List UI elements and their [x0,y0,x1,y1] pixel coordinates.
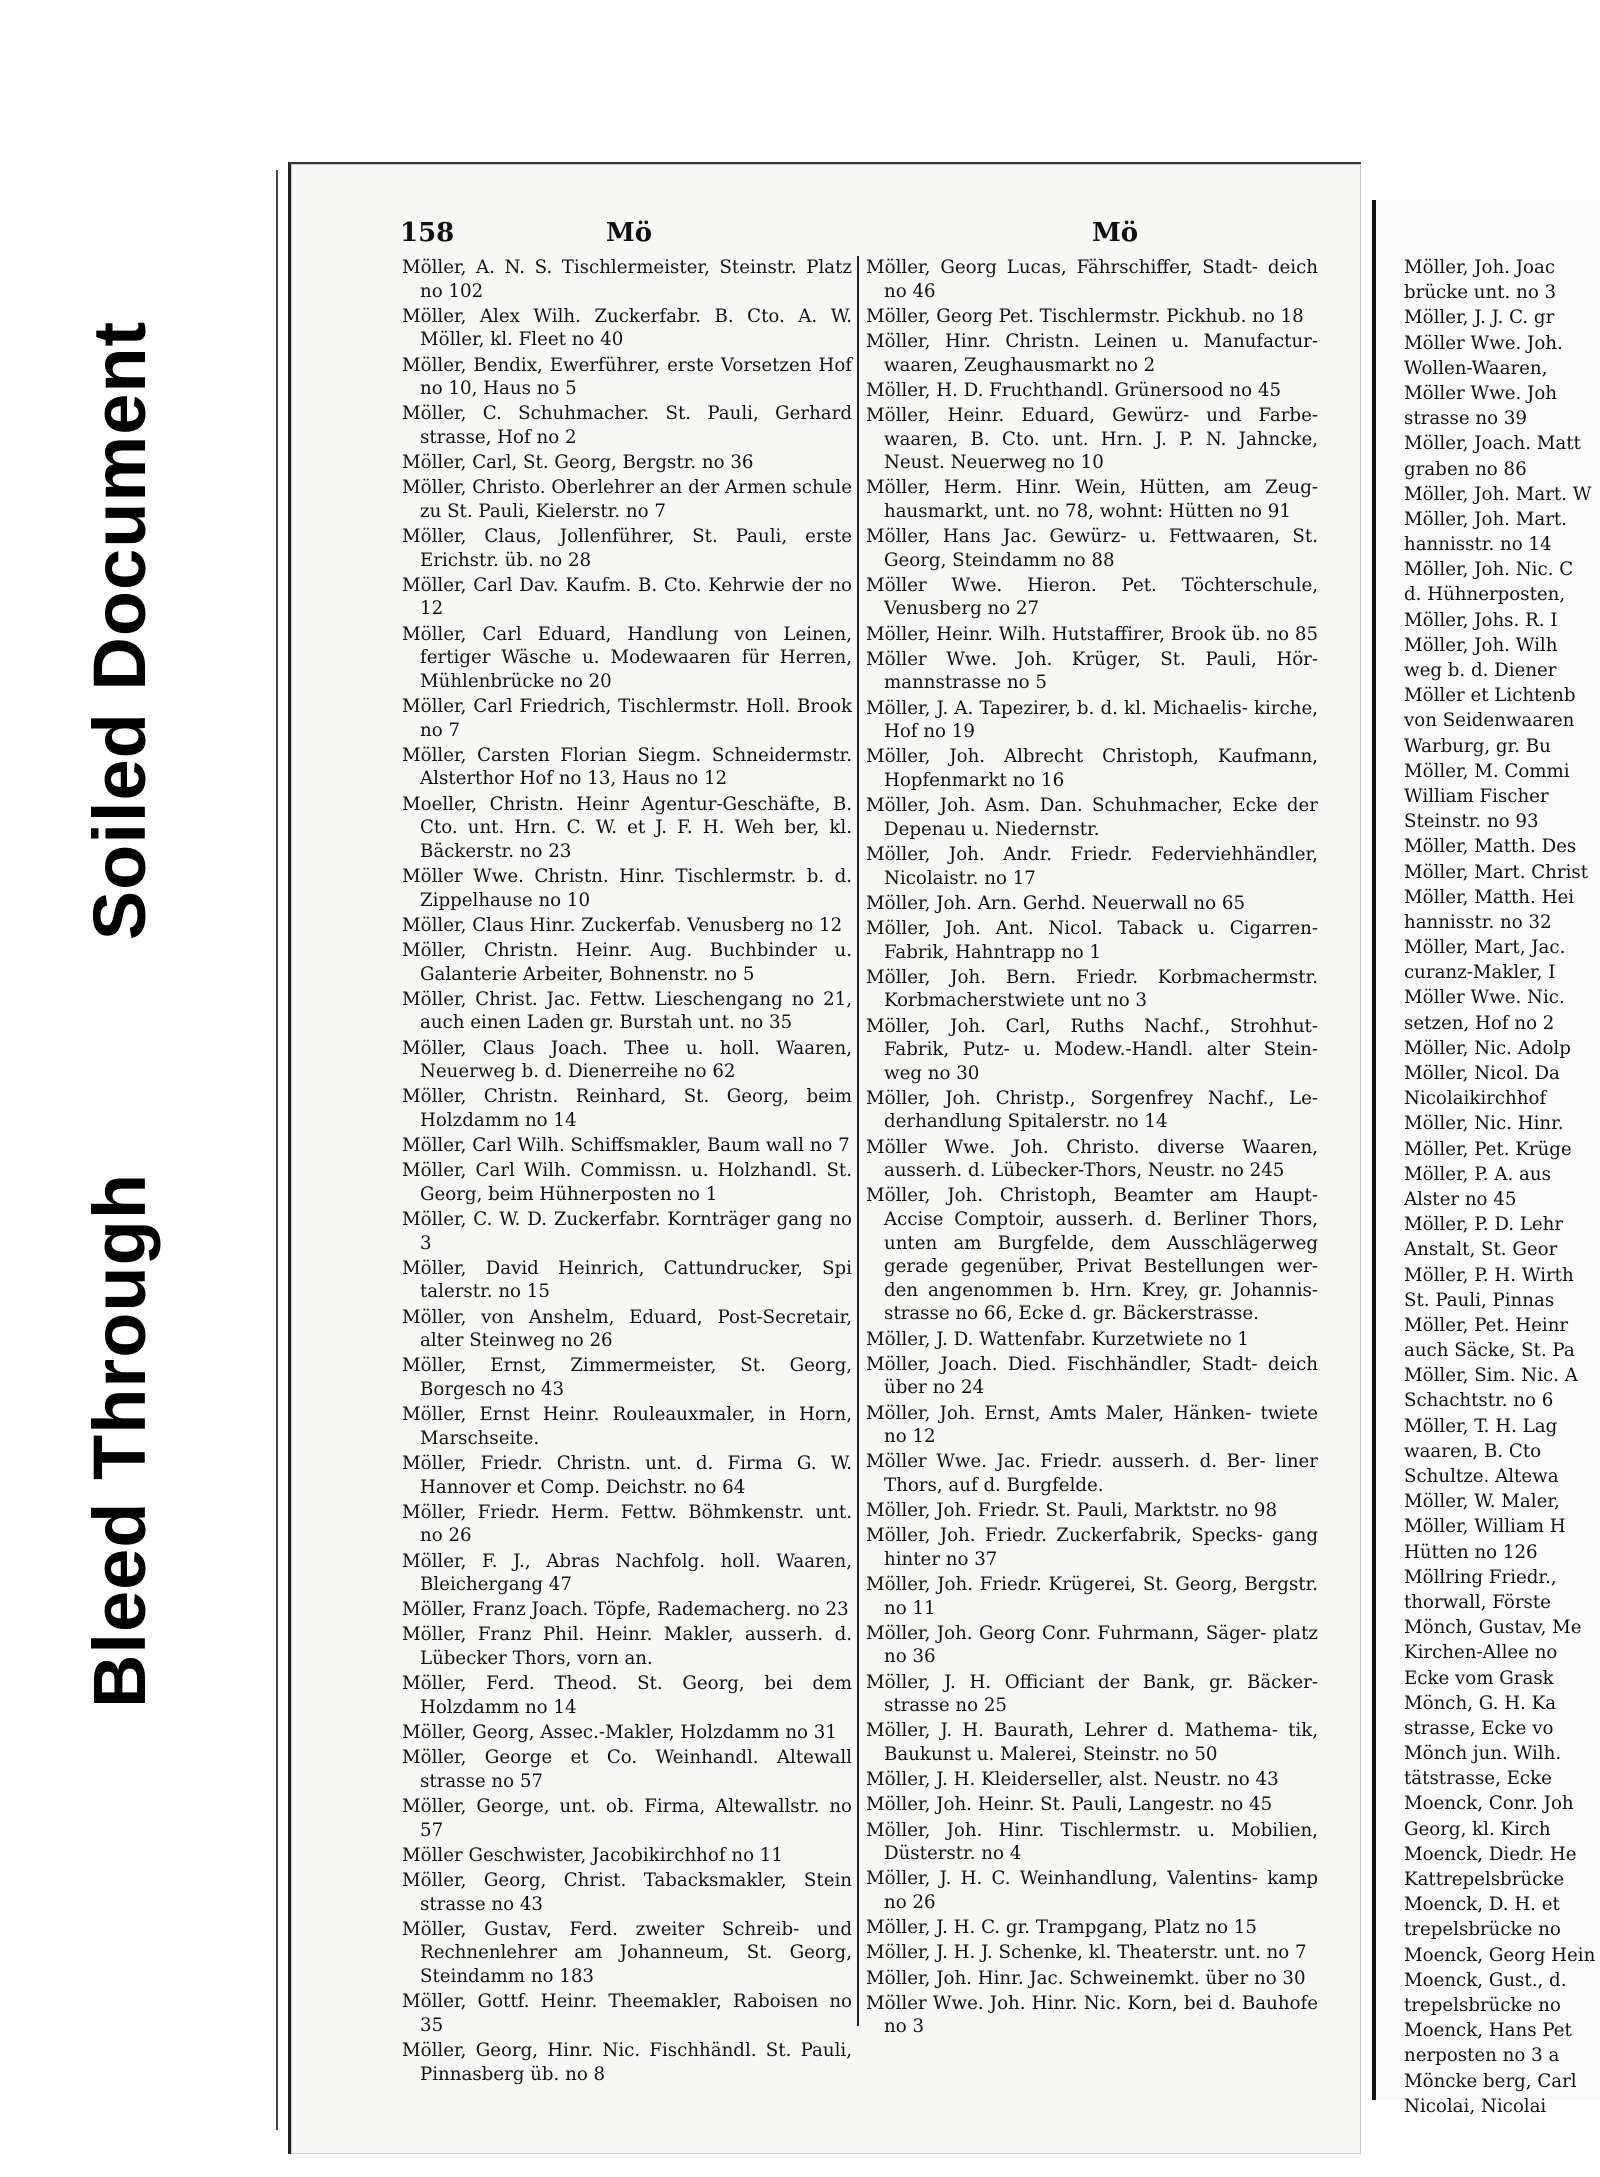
directory-entry: von Seidenwaaren [1404,710,1575,732]
directory-entry: Möller Wwe. Nic. [1404,987,1565,1009]
directory-entry: Möller, Ernst, Zimmermeister, St. Georg, Borgesch no 43 [402,1355,852,1400]
directory-entry: Möller, Joh. Asm. Dan. Schuhmacher, Ecke der Depenau u. Niedernstr. [866,795,1318,840]
directory-entry: Möller, Joh. Hinr. Tischlermstr. u. Mobilien, Düsterstr. no 4 [866,1819,1318,1865]
directory-entry: hannisstr. no 14 [1404,534,1552,556]
directory-entry: Warburg, gr. Bu [1404,735,1551,757]
directory-entry: Möller Wwe. Hieron. Pet. Töchterschule, Venusberg no 27 [866,574,1318,620]
directory-entry: brücke unt. no 3 [1404,282,1557,304]
directory-entry: Möller, Franz Joach. Töpfe, Rademacherg. no 23 [402,1599,849,1621]
directory-entry: nerposten no 3 a [1404,2045,1560,2067]
directory-entry: Möller, Georg Pet. Tischlermstr. Pickhub. no 18 [866,305,1304,327]
directory-entry: Moeller, Christn. Heinr Agentur-Geschäfte, B. Cto. unt. Hrn. C. W. et J. F. H. Weh ber, kl. Bäckerstr. no 23 [402,793,852,862]
directory-entry: Möller, Ferd. Theod. St. Georg, bei dem Holzdamm no 14 [402,1673,852,1718]
directory-entry: Möller, P. A. aus [1404,1163,1551,1185]
directory-entry: Möller Wwe. Joh [1404,382,1557,404]
directory-entry: Möller, J. H. C. gr. Trampgang, Platz no 15 [866,1917,1257,1939]
directory-entry: Moenck, Conr. Joh [1404,1793,1574,1815]
directory-entry: Möller, Joh. Friedr. Zuckerfabrik, Specks- gang hinter no 37 [866,1525,1318,1570]
directory-entry: Moenck, Diedr. He [1404,1843,1577,1865]
directory-entry: Möller, Joh. Joac [1404,257,1556,278]
left-directory-column [402,256,852,2088]
directory-entry: Moenck, Georg Hein [1404,1944,1596,1966]
right-directory-column [866,256,1318,2041]
soiled-document-stamp [0,300,240,960]
right-running-head: Mö [1092,218,1139,248]
directory-entry: Möller, Carsten Florian Siegm. Schneidermstr. Alsterthor Hof no 13, Haus no 12 [402,744,852,790]
directory-entry: Möller, Mart, Jac. [1404,937,1566,959]
directory-entry: Möller, J. D. Wattenfabr. Kurzetwiete no 1 [866,1328,1249,1350]
directory-entry: Möller, Christn. Reinhard, St. Georg, beim Holzdamm no 14 [402,1086,852,1131]
directory-entry: Möller, Christo. Oberlehrer an der Armen schule zu St. Pauli, Kielerstr. no 7 [402,477,852,522]
directory-entry: trepelsbrücke no [1404,1994,1561,2016]
directory-entry: Möller, Claus, Jollenführer, St. Pauli, erste Erichstr. üb. no 28 [402,526,852,571]
directory-entry: Möller, Alex Wilh. Zuckerfabr. B. Cto. A. W. Möller, kl. Fleet no 40 [402,305,852,351]
directory-entry: Möller, von Anshelm, Eduard, Post-Secretair, alter Steinweg no 26 [402,1306,852,1352]
directory-entry: Möller, David Heinrich, Cattundrucker, Spi talerstr. no 15 [402,1257,852,1303]
directory-entry: Möller, J. H. Officiant der Bank, gr. Bäcker- strasse no 25 [866,1671,1318,1717]
directory-entry: Kirchen-Allee no [1404,1642,1558,1664]
directory-entry: Moenck, D. H. et [1404,1894,1560,1916]
directory-entry: Möller, Joh. Christp., Sorgenfrey Nachf., Le- derhandlung Spitalerstr. no 14 [866,1087,1318,1133]
left-running-head: Mö [606,218,653,248]
directory-entry: Möller, F. J., Abras Nachfolg. holl. Waaren, Bleichergang 47 [402,1550,852,1596]
directory-entry: Moenck, Hans Pet [1404,2020,1572,2042]
directory-entry: Möller, Joh. Georg Conr. Fuhrmann, Säger- platz no 36 [866,1622,1318,1668]
directory-entry: Möller, Hans Jac. Gewürz- u. Fettwaaren, St. Georg, Steindamm no 88 [866,526,1318,571]
directory-entry: strasse, Ecke vo [1404,1717,1554,1739]
directory-entry: Mönch, Gustav, Me [1404,1617,1582,1639]
directory-entry: Möller, Joh. Hinr. Jac. Schweinemkt. über no 30 [866,1967,1306,1989]
directory-entry: Möller, Joh. Mart. [1404,508,1567,530]
stamp-label-soiled: Soiled Document [78,320,162,940]
directory-entry: Möller, Heinr. Eduard, Gewürz- und Farbe- waaren, B. Cto. unt. Hrn. J. P. N. Jahncke, Neust. Neuerweg no 10 [866,404,1318,474]
directory-entry: Möller, Sim. Nic. A [1404,1365,1578,1387]
directory-entry: Möller, P. H. Wirth [1404,1264,1574,1286]
directory-entry: Wollen-Waaren, [1404,357,1548,379]
directory-entry: Anstalt, St. Geor [1404,1239,1558,1261]
directory-entry: Möller, Claus Joach. Thee u. holl. Waaren, Neuerweg b. d. Dienerreihe no 62 [402,1037,852,1083]
directory-entry: Möller, Joh. Albrecht Christoph, Kaufmann, Hopfenmarkt no 16 [866,746,1318,791]
directory-entry: Möller, Matth. Hei [1404,886,1575,908]
directory-entry: Möller, Joh. Ernst, Amts Maler, Hänken- twiete no 12 [866,1402,1318,1448]
directory-entry: Möller, Georg Lucas, Fährschiffer, Stadt- deich no 46 [866,257,1318,302]
directory-entry: auch Säcke, St. Pa [1404,1340,1575,1362]
bleed-through-stamp [0,1172,240,1708]
directory-entry: Möller, H. D. Fruchthandl. Grünersood no 45 [866,379,1282,401]
directory-entry: Schachtstr. no 6 [1404,1390,1554,1412]
directory-entry: Möller, Franz Phil. Heinr. Makler, ausserh. d. Lübecker Thors, vorn an. [402,1624,852,1670]
directory-entry: hannisstr. no 32 [1404,911,1552,933]
directory-entry: Möller Wwe. Jac. Friedr. ausserh. d. Ber- liner Thors, auf d. Burgfelde. [866,1451,1318,1496]
directory-entry: Möller, Carl Wilh. Commissn. u. Holzhandl. St. Georg, beim Hühnerposten no 1 [402,1160,852,1205]
directory-entry: Möller, J. H. Baurath, Lehrer d. Mathema- tik, Baukunst u. Malerei, Steinstr. no 50 [866,1720,1318,1766]
directory-entry: Möller, A. N. S. Tischlermeister, Steinstr. Platz no 102 [402,257,852,302]
directory-entry: Möller, Joh. Andr. Friedr. Federviehhändler, Nicolaistr. no 17 [866,843,1318,889]
directory-entry: Möller, Joh. Nic. C [1404,559,1574,581]
directory-entry: Möller, Carl Eduard, Handlung von Leinen, fertiger Wäsche u. Modewaaren für Herren, Mühlenbrücke no 20 [402,623,852,692]
directory-entry: Kattrepelsbrücke [1404,1869,1565,1890]
directory-entry: Möller, Friedr. Herm. Fettw. Böhmkenstr. unt. no 26 [402,1501,852,1547]
directory-entry: St. Pauli, Pinnas [1404,1289,1555,1311]
directory-entry: Möller, Claus Hinr. Zuckerfab. Venusberg no 12 [402,914,843,936]
directory-entry: Alster no 45 [1404,1188,1517,1210]
directory-entry: Möller, Matth. Des [1404,836,1577,858]
directory-entry: Möller, Christn. Heinr. Aug. Buchbinder u. Galanterie Arbeiter, Bohnenstr. no 5 [402,939,852,985]
directory-entry: Möller, Joh. Ant. Nicol. Taback u. Cigarren- Fabrik, Hahntrapp no 1 [866,917,1318,963]
directory-entry: Moenck, Gust., d. [1404,1969,1567,1991]
directory-entry: Möller, J. H. J. Schenke, kl. Theaterstr. unt. no 7 [866,1942,1307,1964]
directory-entry: Möncke berg, Carl [1404,2070,1577,2092]
directory-entry: Möller, Carl Dav. Kaufm. B. Cto. Kehrwie der no 12 [402,574,852,620]
directory-entry: Möller, J. H. Kleiderseller, alst. Neustr. no 43 [866,1769,1279,1791]
directory-entry: Möller, George et Co. Weinhandl. Altewall strasse no 57 [402,1747,852,1792]
directory-entry: Möller, Georg, Hinr. Nic. Fischhändl. St. Pauli, Pinnasberg üb. no 8 [402,2039,852,2085]
directory-entry: tätstrasse, Ecke [1404,1768,1552,1790]
directory-entry: Möller, Johs. R. I [1404,609,1558,631]
directory-entry: Möller, Pet. Heinr [1404,1314,1569,1336]
directory-entry: Möller, Joh. Friedr. St. Pauli, Marktstr. no 98 [866,1500,1278,1522]
directory-entry: Ecke vom Grask [1404,1667,1554,1689]
directory-entry: Möller, Bendix, Ewerführer, erste Vorsetzen Hof no 10, Haus no 5 [402,354,852,400]
directory-entry: Möller, Gustav, Ferd. zweiter Schreib- und Rechnenlehrer am Johanneum, St. Georg, Steindamm no 183 [402,1918,852,1987]
directory-entry: Möller, W. Maler, [1404,1491,1560,1513]
directory-entry: Möller et Lichtenb [1404,685,1576,707]
directory-entry: Möller Wwe. Joh. Christo. diverse Waaren, ausserh. d. Lübecker-Thors, Neustr. no 245 [866,1136,1318,1182]
directory-entry: Möller, Mart. Christ [1404,861,1589,883]
stamp-label-bleed: Bleed Through [78,1172,162,1708]
directory-entry: Möller, Georg, Assec.-Makler, Holzdamm no 31 [402,1722,837,1744]
directory-entry: Möller Wwe. Christn. Hinr. Tischlermstr. b. d. Zippelhause no 10 [402,865,852,911]
directory-entry: Möller Geschwister, Jacobikirchhof no 11 [402,1844,783,1866]
directory-entry: Möllring Friedr., [1404,1566,1557,1588]
directory-entry: Schultze. Altewa [1404,1466,1559,1487]
directory-entry: Möller Wwe. Joh. [1404,332,1563,354]
directory-entry: Nicolaikirchhof [1404,1088,1547,1110]
directory-entry: Steinstr. no 93 [1404,811,1539,833]
directory-entry: Möller, J. H. C. Weinhandlung, Valentins- kamp no 26 [866,1868,1318,1913]
directory-entry: weg b. d. Diener [1404,660,1557,681]
directory-entry: d. Hühnerposten, [1404,584,1566,606]
directory-entry: Möller, Nicol. Da [1404,1063,1560,1084]
directory-entry: Möller, J. A. Tapezirer, b. d. kl. Michaelis- kirche, Hof no 19 [866,697,1318,743]
directory-entry: Möller, P. D. Lehr [1404,1214,1564,1236]
directory-entry: Möller, Joh. Carl, Ruths Nachf., Strohhut- Fabrik, Putz- u. Modew.-Handl. alter Stein- weg no 30 [866,1015,1318,1084]
page-number: 158 [400,218,455,248]
directory-entry: Möller, Friedr. Christn. unt. d. Firma G. W. Hannover et Comp. Deichstr. no 64 [402,1452,852,1498]
directory-entry: Möller, Georg, Christ. Tabacksmakler, Stein strasse no 43 [402,1869,852,1915]
directory-entry: Möller, Joach. Matt [1404,433,1581,455]
directory-entry: Hütten no 126 [1404,1541,1538,1563]
directory-entry: waaren, B. Cto [1404,1440,1542,1462]
directory-entry: Mönch jun. Wilh. [1404,1743,1562,1765]
directory-entry: Möller, T. H. Lag [1404,1415,1558,1437]
directory-entry: Georg, kl. Kirch [1404,1818,1551,1840]
directory-entry: Möller, C. W. D. Zuckerfabr. Kornträger gang no 3 [402,1209,852,1254]
directory-entry: setzen, Hof no 2 [1404,1012,1555,1034]
directory-entry: Möller, Carl, St. Georg, Bergstr. no 36 [402,452,754,474]
directory-entry: Möller, Nic. Hinr. [1404,1113,1564,1135]
directory-entry: Möller, Ernst Heinr. Rouleauxmaler, in Horn, Marschseite. [402,1404,852,1449]
directory-entry: Möller, M. Commi [1404,760,1570,782]
directory-entry: Möller, Joh. Mart. W [1404,483,1592,505]
directory-entry: Möller Wwe. Joh. Krüger, St. Pauli, Hör- mannstrasse no 5 [866,648,1318,694]
directory-entry: strasse no 39 [1404,408,1527,430]
directory-entry: Möller, Carl Friedrich, Tischlermstr. Holl. Brook no 7 [402,696,852,741]
directory-entry: Möller Wwe. Joh. Hinr. Nic. Korn, bei d. Bauhofe no 3 [866,1992,1318,2038]
directory-entry: Möller, William H [1404,1516,1566,1538]
directory-entry: Möller, Herm. Hinr. Wein, Hütten, am Zeug- hausmarkt, unt. no 78, wohnt: Hütten no 91 [866,477,1318,522]
directory-entry: thorwall, Förste [1404,1591,1551,1613]
directory-entry: graben no 86 [1404,458,1527,480]
directory-entry: Nicolai, Nicolai [1404,2095,1547,2117]
directory-entry: Möller, J. J. C. gr [1404,307,1555,329]
directory-entry: Möller, Heinr. Wilh. Hutstaffirer, Brook üb. no 85 [866,623,1319,645]
directory-entry: Möller, Gottf. Heinr. Theemakler, Raboisen no 35 [402,1991,852,2036]
directory-entry: Möller, Hinr. Christn. Leinen u. Manufactur- waaren, Zeughausmarkt no 2 [866,330,1318,376]
directory-entry: Möller, Joh. Heinr. St. Pauli, Langestr. no 45 [866,1794,1273,1816]
directory-entry: Möller, Joh. Arn. Gerhd. Neuerwall no 65 [866,892,1246,914]
directory-entry: William Fischer [1404,785,1549,807]
directory-entry: Mönch, G. H. Ka [1404,1692,1557,1714]
directory-entry: Möller, Nic. Adolp [1404,1037,1571,1059]
directory-entry: Möller, George, unt. ob. Firma, Altewallstr. no 57 [402,1796,852,1841]
directory-entry: Möller, Pet. Krüge [1404,1138,1572,1160]
directory-entry: Möller, Joh. Bern. Friedr. Korbmachermstr. Korbmacherstwiete unt no 3 [866,966,1318,1012]
directory-entry: curanz-Makler, I [1404,962,1556,984]
directory-entry: trepelsbrücke no [1404,1919,1561,1941]
column-divider [857,256,859,2026]
directory-entry: Möller, C. Schuhmacher. St. Pauli, Gerhard strasse, Hof no 2 [402,403,852,448]
directory-entry: Möller, Joach. Died. Fischhändler, Stadt- deich über no 24 [866,1353,1318,1399]
adjacent-page-column [1404,256,1600,2120]
directory-entry: Möller, Joh. Christoph, Beamter am Haupt- Accise Comptoir, ausserh. d. Berliner Thors, unten am Burgfelde, dem Ausschlägerweg gerade gegenüber, Privat Bestellungen wer- den angenommen b. Hrn. Krey, gr. Johannis- strasse no 66, Ecke d. gr. Bäckerstrasse. [866,1185,1318,1325]
directory-entry: Möller, Joh. Friedr. Krügerei, St. Georg, Bergstr. no 11 [866,1574,1318,1619]
directory-entry: Möller, Carl Wilh. Schiffsmakler, Baum wall no 7 [402,1135,850,1157]
directory-entry: Möller, Joh. Wilh [1404,634,1558,656]
directory-entry: Möller, Christ. Jac. Fettw. Lieschengang no 21, auch einen Laden gr. Burstah unt. no 35 [402,988,852,1034]
